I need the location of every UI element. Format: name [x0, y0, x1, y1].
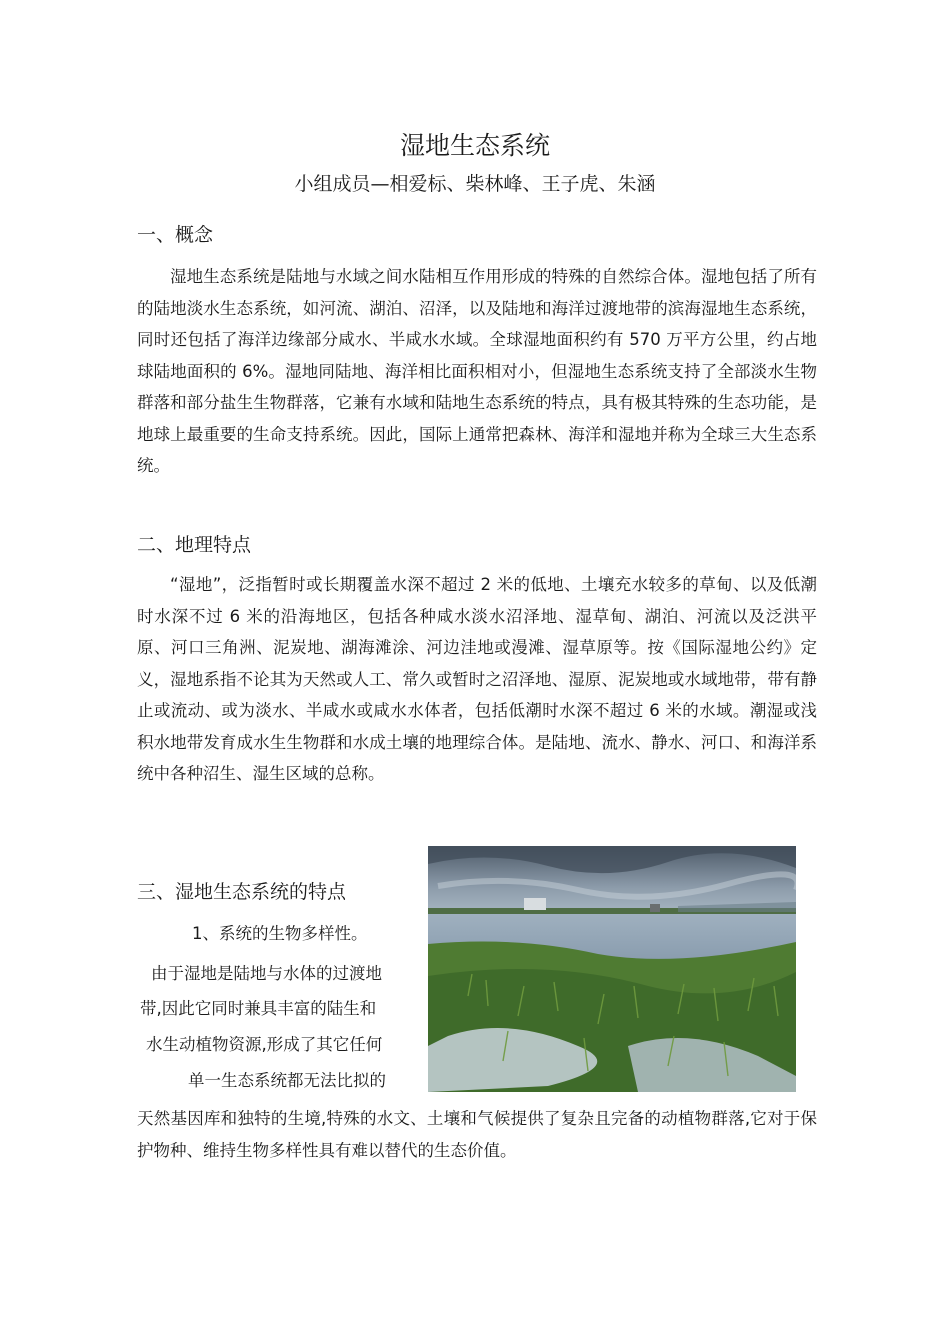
section-heading-geography: 二、地理特点	[137, 534, 252, 556]
wetland-landscape-image	[428, 846, 796, 1092]
wrapped-line: 单一生态系统都无法比拟的	[188, 1071, 386, 1090]
wrapped-line: 水生动植物资源,形成了其它任何	[146, 1035, 383, 1054]
section-heading-features: 三、湿地生态系统的特点	[137, 881, 347, 903]
wrapped-line: 由于湿地是陆地与水体的过渡地	[151, 964, 382, 983]
section-body-geography: “湿地”，泛指暂时或长期覆盖水深不超过 2 米的低地、土壤充水较多的草甸、以及低潮时水深不过 6 米的沿海地区，包括各种咸水淡水沼泽地、湿草甸、湖泊、河流以及泛洪平原、河口三角洲、泥炭地、湖海滩涂、河边洼地或漫滩、湿草原等。按《国际湿地公约》定义，湿地系指不论其为天然或人工、常久或暂时之沼泽地、湿原、泥炭地或水域地带，带有静止或流动、或为淡水、半咸水或咸水水体者，包括低潮时水深不超过 6 米的水域。潮湿或浅积水地带发育成水生生物群和水成土壤的地理综合体。是陆地、流水、静水、河口、和海洋系统中各种沼生、湿生区域的总称。	[137, 575, 817, 783]
page-title: 湿地生态系统	[399, 130, 550, 160]
wetland-photo	[428, 846, 796, 1092]
wrapped-line: 带,因此它同时兼具丰富的陆生和	[140, 999, 377, 1018]
section-heading-concept: 一、概念	[137, 224, 214, 246]
group-members: 小组成员—相爱标、柴林峰、王子虎、朱涵	[294, 173, 656, 195]
section-body-features: 天然基因库和独特的生境,特殊的水文、土壤和气候提供了复杂且完备的动植物群落,它对于保护物种、维持生物多样性具有难以替代的生态价值。	[137, 1109, 817, 1160]
section-body-concept: 湿地生态系统是陆地与水域之间水陆相互作用形成的特殊的自然综合体。湿地包括了所有的陆地淡水生态系统，如河流、湖泊、沼泽，以及陆地和海洋过渡地带的滨海湿地生态系统，同时还包括了海洋边缘部分咸水、半咸水水域。全球湿地面积约有 570 万平方公里，约占地球陆地面积的 6%。湿地同陆地、海洋相比面积相对小，但湿地生态系统支持了全部淡水生物群落和部分盐生生物群落，它兼有水域和陆地生态系统的特点，具有极其特殊的生态功能，是地球上最重要的生命支持系统。因此，国际上通常把森林、海洋和湿地并称为全球三大生态系统。	[137, 267, 817, 475]
feature-item-1: 1、系统的生物多样性。	[192, 924, 368, 943]
